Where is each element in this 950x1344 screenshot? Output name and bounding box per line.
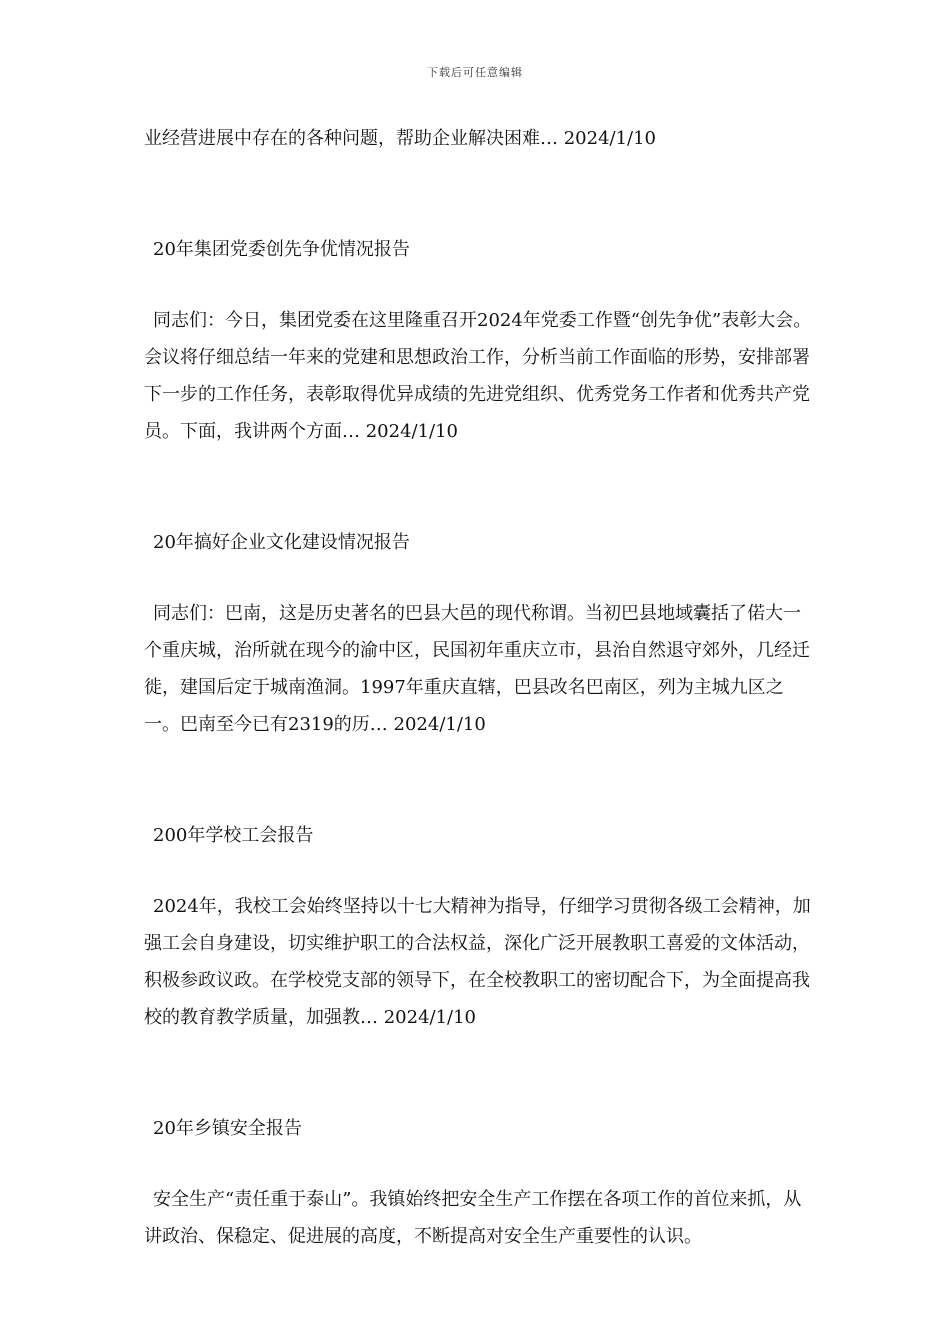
article-title: 20年搞好企业文化建设情况报告 xyxy=(153,532,410,553)
article-body: 同志们：巴南，这是历史著名的巴县大邑的现代称谓。当初巴县地域囊括了偌大一个重庆城，治所就在现今的渝中区，民国初年重庆立市，县治自然退守郊外，几经迁徙，建国后定于城南渔洞。1997年重庆直辖，巴县改名巴南区，列为主城九区之一。巴南至今已有2319的历… 2024/1/10 xyxy=(144,603,810,735)
intro-paragraph: 业经营进展中存在的各种问题，帮助企业解决困难… 2024/1/10 xyxy=(144,128,657,149)
document-body xyxy=(144,120,814,1255)
article-body: 同志们：今日，集团党委在这里隆重召开2024年党委工作暨“创先争优”表彰大会。会议将仔细总结一年来的党建和思想政治工作，分析当前工作面临的形势，安排部署下一步的工作任务，表彰取得优异成绩的先进党组织、优秀党务工作者和优秀共产党员。下面，我讲两个方面… 2024/1/10 xyxy=(144,310,812,442)
article-title: 20年集团党委创先争优情况报告 xyxy=(153,239,410,260)
article-body: 安全生产“责任重于泰山”。我镇始终把安全生产工作摆在各项工作的首位来抓，从讲政治、保稳定、促进展的高度，不断提高对安全生产重要性的认识。 xyxy=(144,1189,802,1247)
article-body: 2024年，我校工会始终坚持以十七大精神为指导，仔细学习贯彻各级工会精神，加强工会自身建设，切实维护职工的合法权益，深化广泛开展教职工喜爱的文体活动，积极参政议政。在学校党支部的领导下，在全校教职工的密切配合下，为全面提高我校的教育教学质量，加强教… 2024/1/10 xyxy=(144,896,811,1028)
article-title: 200年学校工会报告 xyxy=(153,825,314,846)
article-title: 20年乡镇安全报告 xyxy=(153,1118,302,1139)
page-header: 下载后可任意编辑 xyxy=(427,66,523,79)
